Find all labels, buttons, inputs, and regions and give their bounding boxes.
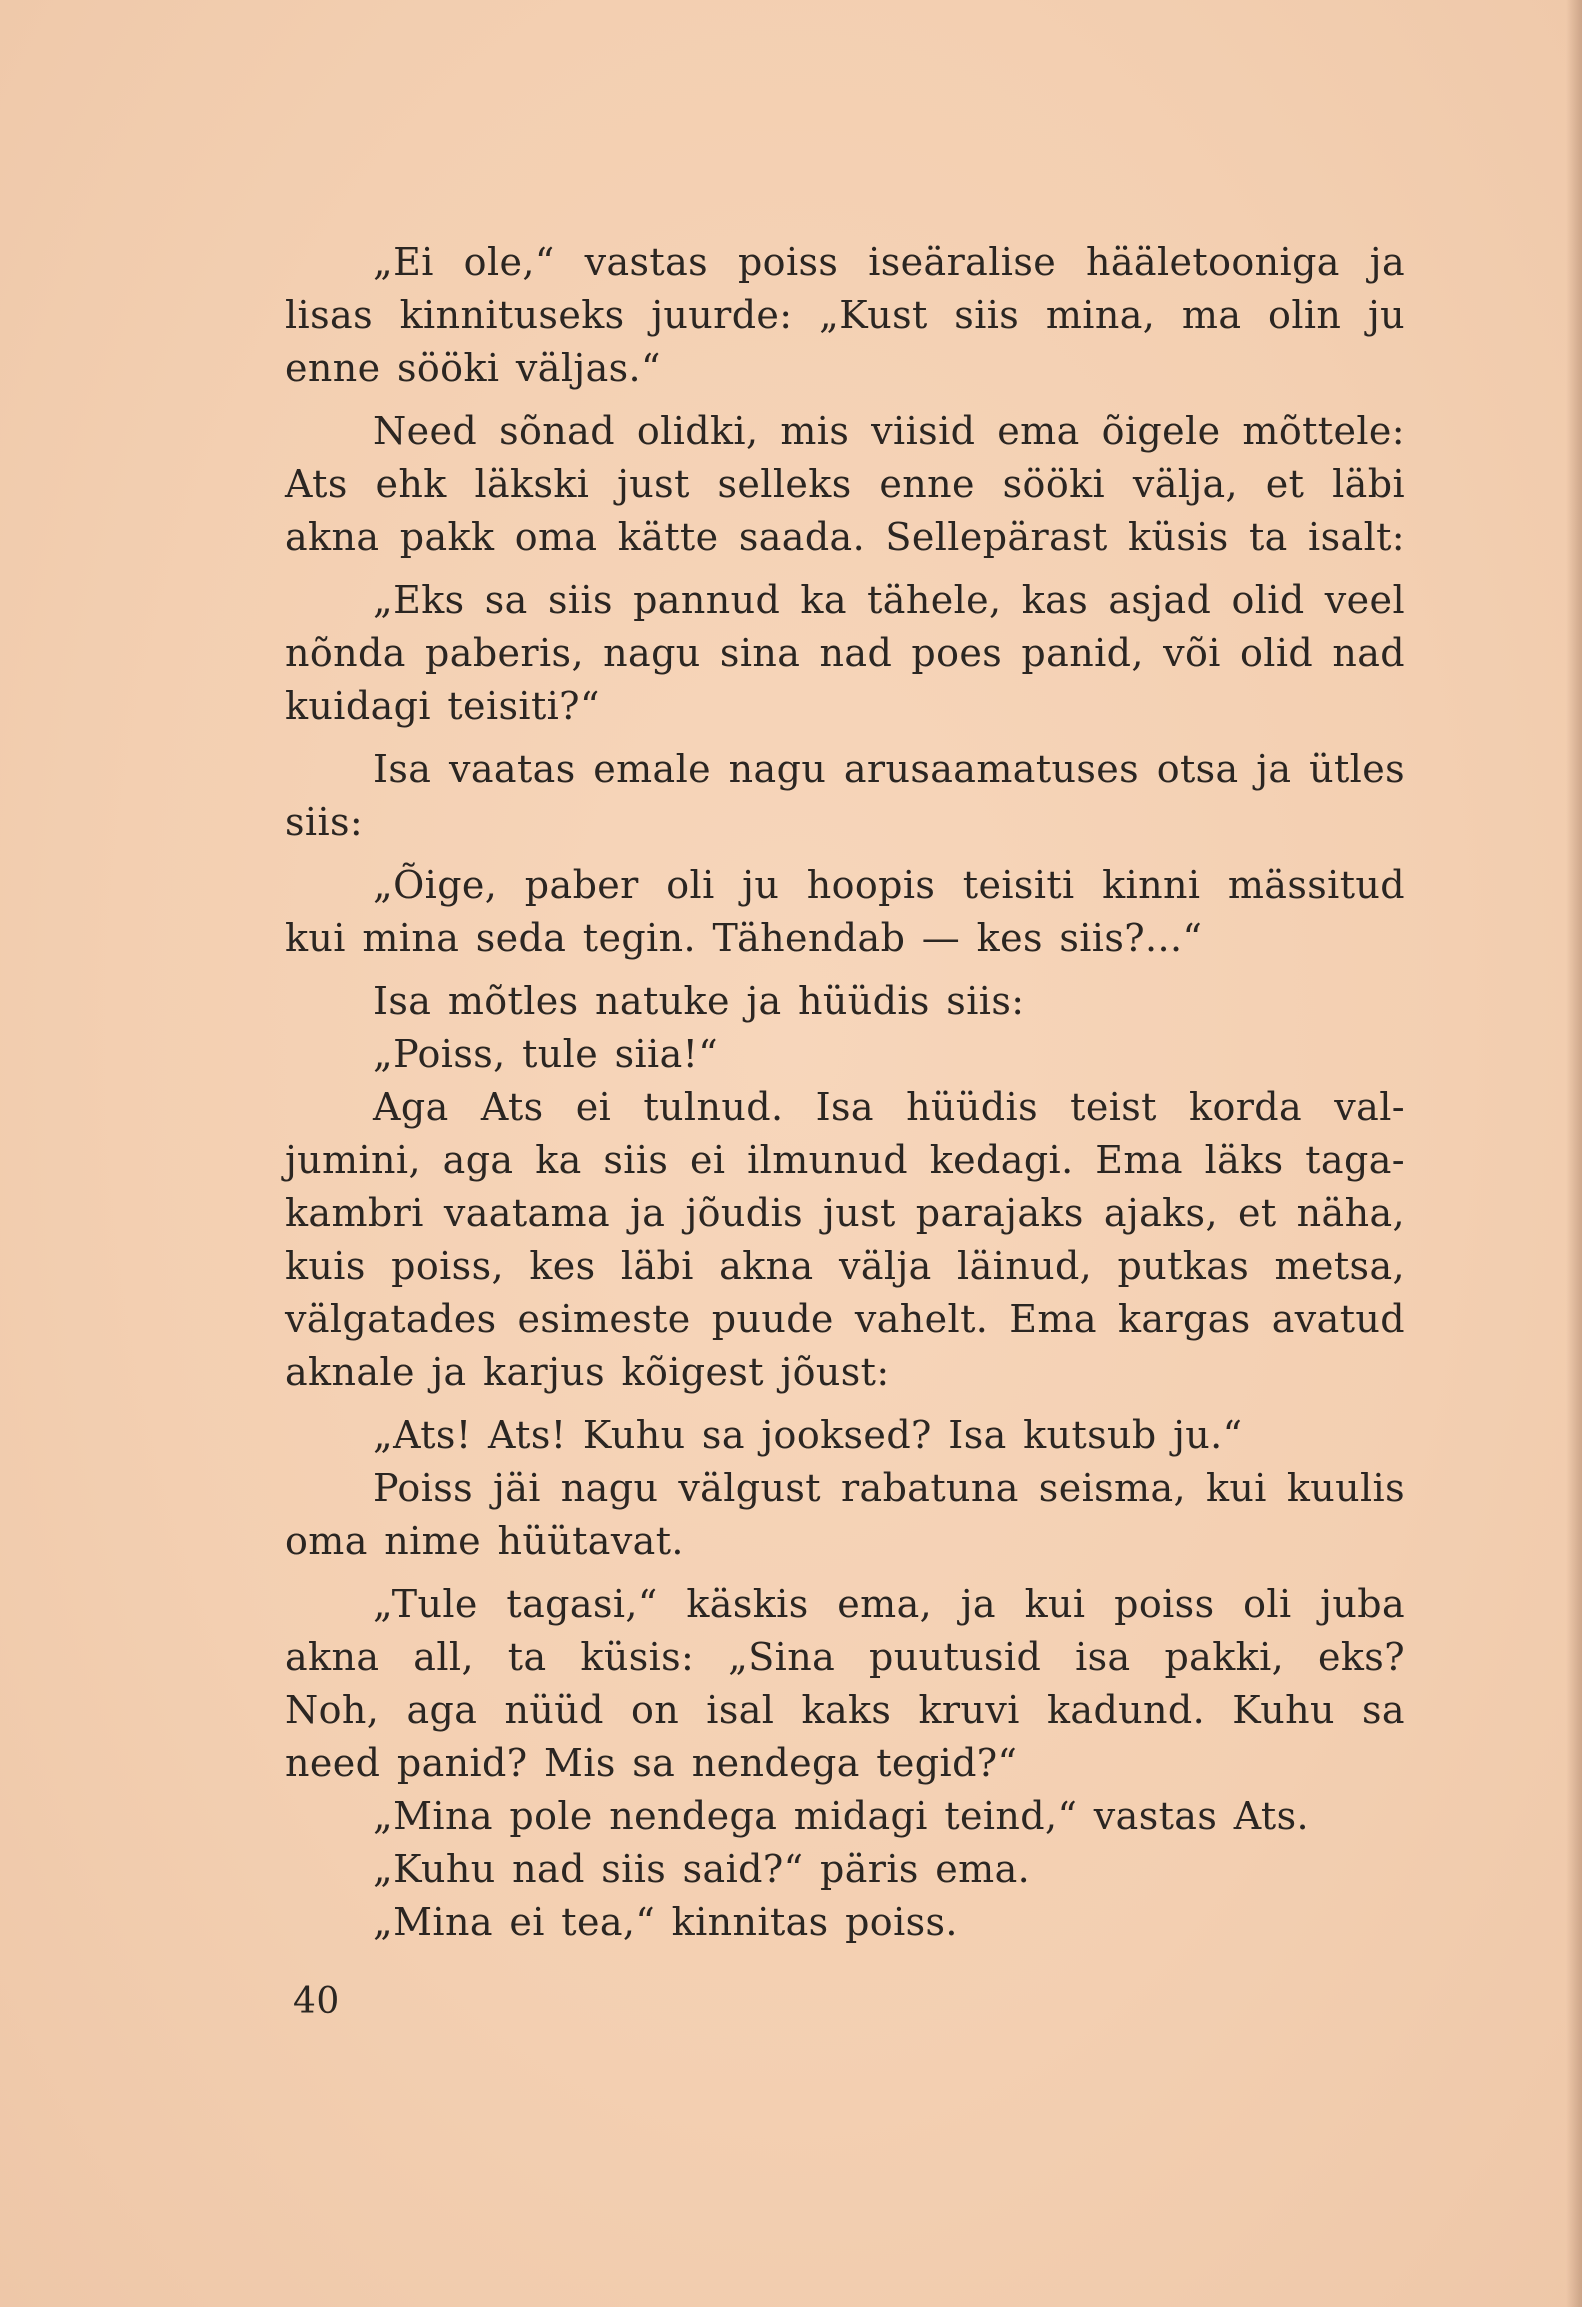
text-line: „Ei ole,“ vastas poiss iseäralise hääletooniga ja: [373, 240, 1405, 284]
text-line: enne sööki väljas.“: [285, 346, 661, 390]
text-line: „Ats! Ats! Kuhu sa jooksed? Isa kutsub ju.“: [373, 1413, 1243, 1457]
text-line: nõnda paberis, nagu sina nad poes panid, või olid nad: [285, 631, 1405, 675]
text-line: jumini, aga ka siis ei ilmunud kedagi. Ema läks taga-: [285, 1138, 1405, 1182]
text-line: lisas kinnituseks juurde: „Kust siis mina, ma olin ju: [285, 293, 1405, 337]
text-line: välgatades esimeste puude vahelt. Ema kargas avatud: [285, 1297, 1405, 1341]
text-line: „Eks sa siis pannud ka tähele, kas asjad olid veel: [373, 578, 1405, 622]
text-line: siis:: [285, 800, 364, 844]
text-line: kambri vaatama ja jõudis just parajaks ajaks, et näha,: [285, 1191, 1405, 1235]
text-line: Ats ehk läkski just selleks enne sööki välja, et läbi: [285, 462, 1405, 506]
text-line: „Mina ei tea,“ kinnitas poiss.: [373, 1900, 958, 1944]
text-line: oma nime hüütavat.: [285, 1519, 684, 1563]
text-line: Isa vaatas emale nagu arusaamatuses otsa ja ütles: [373, 747, 1405, 791]
text-line: „Tule tagasi,“ käskis ema, ja kui poiss oli juba: [373, 1582, 1405, 1626]
text-line: aknale ja karjus kõigest jõust:: [285, 1350, 890, 1394]
text-line: kuidagi teisiti?“: [285, 684, 600, 728]
text-line: „Poiss, tule siia!“: [373, 1032, 719, 1076]
body-text: [285, 236, 1405, 1949]
text-line: akna all, ta küsis: „Sina puutusid isa pakki, eks?: [285, 1635, 1405, 1679]
page-number: 40: [293, 1981, 340, 2022]
text-line: Poiss jäi nagu välgust rabatuna seisma, kui kuulis: [373, 1466, 1405, 1510]
text-line: kui mina seda tegin. Tähendab — kes siis?...“: [285, 916, 1203, 960]
page-edge-shadow: [1566, 0, 1582, 2307]
text-line: kuis poiss, kes läbi akna välja läinud, putkas metsa,: [285, 1244, 1405, 1288]
text-line: „Mina pole nendega midagi teind,“ vastas Ats.: [373, 1794, 1309, 1838]
text-line: Isa mõtles natuke ja hüüdis siis:: [373, 979, 1025, 1023]
text-line: akna pakk oma kätte saada. Sellepärast küsis ta isalt:: [285, 515, 1405, 559]
text-line: „Kuhu nad siis said?“ päris ema.: [373, 1847, 1031, 1891]
text-line: Noh, aga nüüd on isal kaks kruvi kadund. Kuhu sa: [285, 1688, 1405, 1732]
text-line: „Õige, paber oli ju hoopis teisiti kinni mässitud: [373, 863, 1405, 907]
text-line: Aga Ats ei tulnud. Isa hüüdis teist korda val-: [373, 1085, 1405, 1129]
text-line: Need sõnad olidki, mis viisid ema õigele mõttele:: [373, 409, 1405, 453]
text-line: need panid? Mis sa nendega tegid?“: [285, 1741, 1018, 1785]
